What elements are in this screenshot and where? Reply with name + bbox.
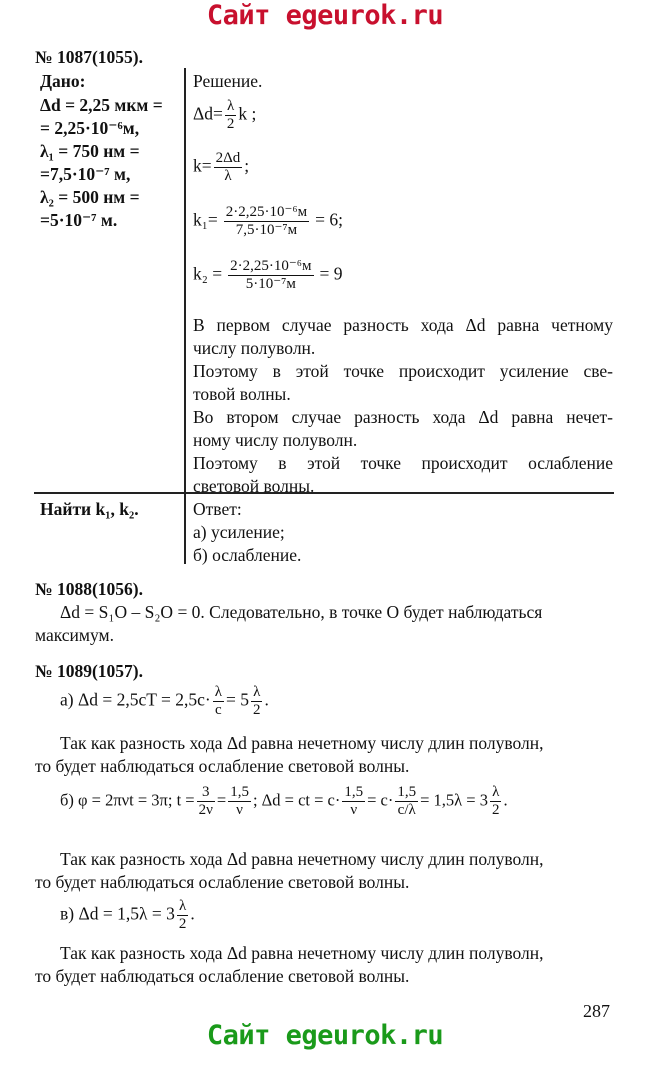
problem-1088-title: № 1088(1056). [35, 579, 143, 599]
problem-1088-line: Δd = S₁O – S₂O = 0. Следовательно, в точке O будет наблюдаться [60, 602, 543, 622]
formula-text: = [216, 790, 227, 810]
fraction [228, 784, 251, 819]
solution-text-line: товой волны. [193, 384, 291, 404]
formula-1089-a [60, 684, 269, 719]
fraction [225, 98, 237, 133]
denominator: c/λ [397, 802, 416, 818]
denominator: 5·10⁻⁷м [245, 276, 296, 292]
table-vertical-rule [184, 68, 186, 564]
fraction [342, 784, 365, 819]
formula-text: . [190, 903, 195, 924]
formula-k2 [193, 258, 343, 293]
denominator: 2ν [198, 802, 213, 818]
formula-text: . [264, 689, 269, 710]
numerator: λ [177, 898, 189, 916]
formula-text: . [503, 790, 508, 810]
page-number: 287 [583, 1001, 610, 1021]
watermark-bottom: Сайт egeurok.ru [206, 1020, 444, 1051]
numerator: 2Δd [215, 150, 241, 166]
numerator: 2·2,25·10⁻⁶м [225, 204, 308, 220]
solution-label: Решение. [193, 71, 263, 91]
denominator: c [215, 702, 222, 718]
problem-1088-line: максимум. [35, 625, 114, 645]
numerator: λ [490, 784, 502, 802]
numerator: 3 [197, 784, 215, 802]
formula-rhs: k ; [238, 103, 257, 124]
fraction [214, 150, 243, 185]
answer-label: Ответ: [193, 499, 242, 519]
numerator: 2·2,25·10⁻⁶м [230, 258, 312, 274]
watermark-top: Сайт egeurok.ru [206, 0, 444, 31]
fraction [395, 784, 418, 819]
formula-1089-c [60, 898, 195, 933]
formula-lhs: k₂ = [193, 263, 223, 284]
solution-text-line: Во втором случае разность хода Δd равна нечет- [193, 407, 613, 427]
formula-text: б) φ = 2πνt = 3π; t = [60, 790, 195, 810]
numerator: 1,5 [230, 784, 249, 800]
problem-1089-text: то будет наблюдаться ослабление световой волны. [35, 872, 410, 892]
fraction [197, 784, 215, 819]
denominator: λ [224, 168, 232, 184]
numerator: 1,5 [397, 784, 417, 800]
denominator: 2 [226, 116, 235, 132]
numerator: λ [251, 684, 263, 702]
formula-text: в) Δd = 1,5λ = 3 [60, 903, 175, 924]
formula-text: = c· [367, 790, 394, 810]
fraction [490, 784, 502, 819]
formula-lhs: Δd= [193, 103, 223, 124]
problem-1087-title: № 1087(1055). [35, 47, 143, 67]
formula-lhs: k₁= [193, 209, 218, 230]
solution-text-line: Поэтому в этой точке происходит ослабление [193, 453, 613, 473]
problem-1089-text: то будет наблюдаться ослабление световой волны. [35, 966, 410, 986]
given-line: =7,5·10⁻⁷ м, [40, 164, 131, 184]
given-line: λ₁ = 750 нм = [40, 141, 140, 161]
given-line: Δd = 2,25 мкм = [40, 95, 163, 115]
problem-1089-text: Так как разность хода Δd равна нечетному числу длин полуволн, [60, 943, 544, 963]
problem-1089-text: Так как разность хода Δd равна нечетному числу длин полуволн, [60, 849, 544, 869]
denominator: ν [350, 802, 358, 818]
formula-path-difference [193, 98, 256, 133]
formula-text: ; Δd = ct = c· [252, 790, 341, 810]
formula-text: = 5 [225, 689, 249, 710]
problem-1089-text: Так как разность хода Δd равна нечетному числу длин полуволн, [60, 733, 544, 753]
formula-k [193, 150, 249, 185]
formula-rhs: ; [244, 155, 250, 176]
formula-lhs: k= [193, 155, 212, 176]
denominator: 7,5·10⁻⁷м [235, 222, 298, 238]
denominator: 2 [178, 916, 187, 932]
numerator: λ [225, 98, 237, 116]
formula-1089-b [60, 784, 508, 819]
formula-rhs: = 9 [319, 263, 343, 284]
formula-k1 [193, 204, 343, 239]
fraction [213, 684, 224, 719]
fraction [224, 204, 309, 239]
solution-text-line: световой волны. [193, 476, 315, 496]
solution-text-line: Поэтому в этой точке происходит усиление све- [193, 361, 613, 381]
fraction [228, 258, 313, 293]
given-list [40, 94, 163, 232]
denominator: 2 [252, 702, 261, 718]
given-line: λ₂ = 500 нм = [40, 187, 140, 207]
fraction [251, 684, 263, 719]
given-label: Дано: [40, 71, 86, 91]
denominator: 2 [491, 802, 500, 818]
formula-text: = 1,5λ = 3 [420, 790, 488, 810]
find-label: Найти k₁, k₂. [40, 499, 139, 519]
numerator: λ [214, 684, 222, 700]
given-line: =5·10⁻⁷ м. [40, 210, 118, 230]
formula-text: а) Δd = 2,5cT = 2,5c· [60, 689, 211, 710]
given-line: = 2,25·10⁻⁶м, [40, 118, 140, 138]
problem-1089-title: № 1089(1057). [35, 661, 143, 681]
formula-rhs: = 6; [315, 209, 343, 230]
answer-item: а) усиление; [193, 522, 285, 542]
numerator: 1,5 [344, 784, 364, 800]
denominator: ν [236, 802, 243, 818]
problem-1089-text: то будет наблюдаться ослабление световой волны. [35, 756, 410, 776]
fraction [177, 898, 189, 933]
solution-text-line: В первом случае разность хода Δd равна четному [193, 315, 613, 335]
solution-text-line: числу полуволн. [193, 338, 316, 358]
answer-item: б) ослабление. [193, 545, 302, 565]
solution-text-line: ному числу полуволн. [193, 430, 358, 450]
